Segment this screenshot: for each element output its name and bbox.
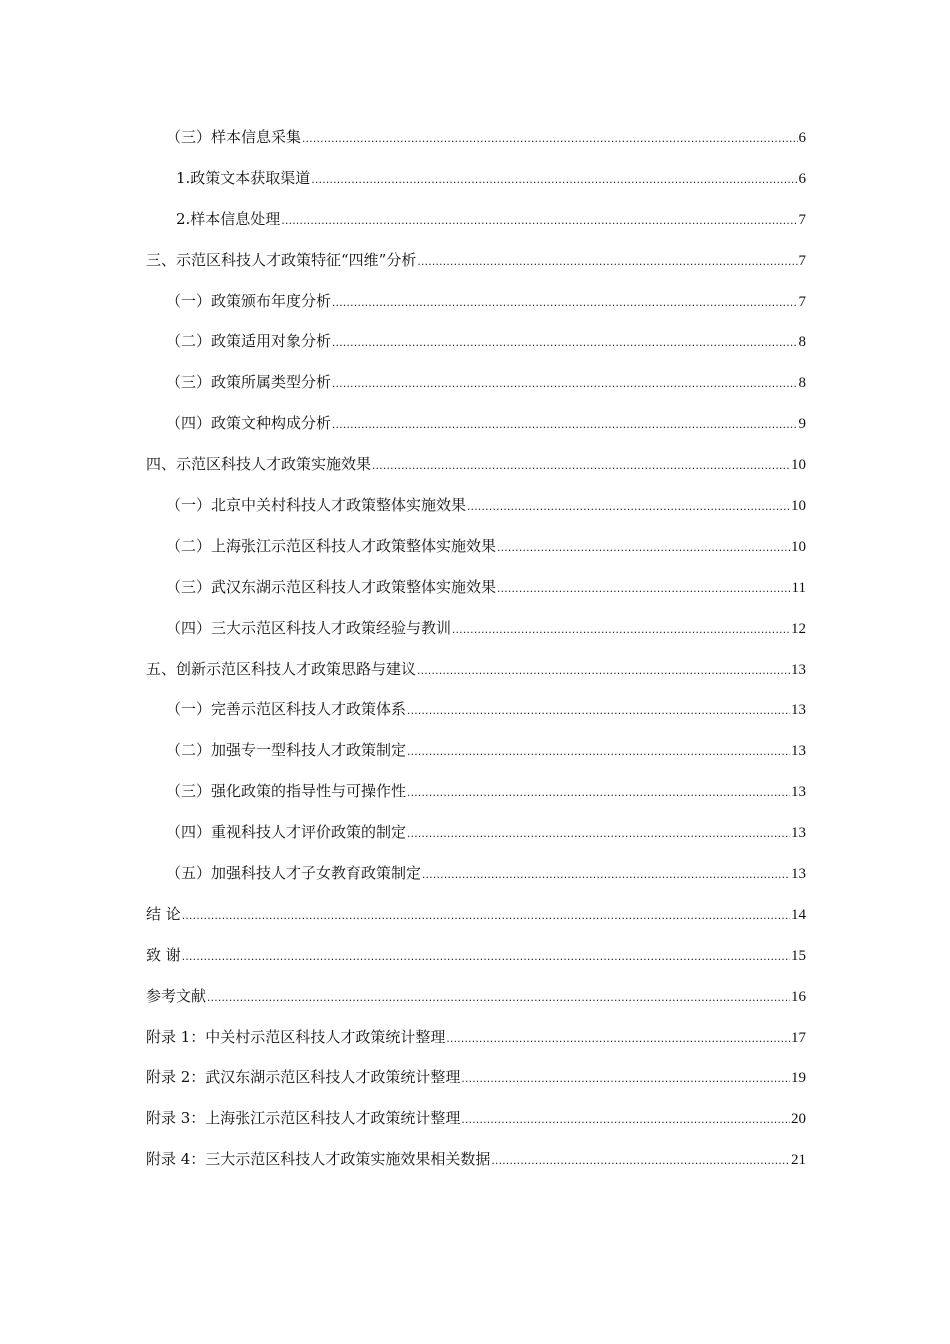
toc-leader-dots: [497, 533, 790, 561]
toc-entry-page-number: 21: [791, 1152, 806, 1169]
toc-entry-page-number: 7: [798, 293, 806, 310]
toc-entry[interactable]: [146, 818, 806, 859]
toc-entry-page-number: 13: [791, 825, 806, 842]
toc-leader-dots: [467, 492, 790, 520]
toc-entry-title: （一）政策颁布年度分析: [166, 291, 332, 310]
toc-entry[interactable]: [146, 532, 806, 573]
toc-entry[interactable]: [146, 491, 806, 532]
toc-entry-page-number: 10: [791, 538, 806, 555]
toc-entry[interactable]: [146, 859, 806, 900]
toc-entry[interactable]: [146, 941, 806, 982]
toc-entry[interactable]: [146, 1063, 806, 1104]
toc-leader-dots: [311, 165, 797, 193]
toc-leader-dots: [417, 247, 797, 275]
toc-entry-page-number: 10: [791, 498, 806, 515]
toc-entry-title: 附录 2：武汉东湖示范区科技人才政策统计整理: [146, 1068, 461, 1087]
toc-entry-page-number: 6: [798, 130, 806, 146]
toc-entry[interactable]: [146, 205, 806, 246]
toc-leader-dots: [281, 206, 797, 234]
toc-leader-dots: [407, 737, 790, 765]
toc-leader-dots: [491, 1146, 790, 1174]
toc-leader-dots: [461, 1105, 790, 1133]
toc-entry[interactable]: [146, 246, 806, 287]
toc-entry-page-number: 7: [798, 211, 806, 228]
toc-entry[interactable]: [146, 327, 806, 368]
toc-entry[interactable]: [146, 368, 806, 409]
toc-leader-dots: [417, 656, 790, 684]
toc-leader-dots: [461, 1064, 790, 1092]
toc-entry-title: 四、示范区科技人才政策实施效果: [146, 455, 372, 474]
toc-entry-title: （二）上海张江示范区科技人才政策整体实施效果: [166, 536, 497, 555]
toc-entry-title: 2.样本信息处理: [176, 209, 281, 228]
toc-entry-page-number: 19: [791, 1070, 806, 1087]
toc-entry[interactable]: [146, 573, 806, 614]
toc-entry[interactable]: [146, 614, 806, 655]
toc-entry-page-number: 20: [791, 1111, 806, 1128]
toc-entry[interactable]: [146, 982, 806, 1023]
toc-entry-title: （二）加强专一型科技人才政策制定: [166, 741, 407, 760]
toc-entry-title: （一）北京中关村科技人才政策整体实施效果: [166, 496, 467, 515]
toc-entry-page-number: 12: [791, 620, 806, 637]
toc-leader-dots: [332, 369, 797, 397]
toc-leader-dots: [332, 410, 797, 438]
toc-entry-title: （五）加强科技人才子女教育政策制定: [166, 864, 422, 883]
toc-leader-dots: [372, 451, 790, 479]
toc-entry-page-number: 6: [798, 170, 806, 187]
toc-entry[interactable]: [146, 1104, 806, 1145]
toc-entry-title: 五、创新示范区科技人才政策思路与建议: [146, 659, 417, 678]
toc-entry-page-number: 8: [798, 375, 806, 392]
toc-entry-page-number: 15: [791, 947, 806, 964]
toc-entry-title: （三）样本信息采集: [166, 128, 302, 146]
toc-leader-dots: [407, 696, 790, 724]
toc-entry[interactable]: [146, 1145, 806, 1186]
toc-entry-page-number: 13: [791, 743, 806, 760]
toc-entry[interactable]: [146, 736, 806, 777]
toc-entry-page-number: 7: [798, 252, 806, 269]
toc-leader-dots: [207, 983, 790, 1011]
toc-leader-dots: [332, 328, 797, 356]
toc-entry[interactable]: [146, 695, 806, 736]
toc-entry-title: （三）政策所属类型分析: [166, 373, 332, 392]
toc-entry[interactable]: [146, 655, 806, 696]
toc-entry[interactable]: [146, 450, 806, 491]
toc-entry-page-number: 10: [791, 457, 806, 474]
toc-leader-dots: [407, 778, 790, 806]
table-of-contents: [146, 123, 806, 1186]
toc-entry-page-number: 13: [791, 661, 806, 678]
toc-leader-dots: [446, 1024, 790, 1052]
toc-entry-title: （三）武汉东湖示范区科技人才政策整体实施效果: [166, 577, 497, 596]
toc-entry-title: （四）三大示范区科技人才政策经验与教训: [166, 618, 452, 637]
toc-leader-dots: [422, 860, 790, 888]
toc-entry-page-number: 11: [791, 579, 806, 596]
toc-entry-page-number: 8: [798, 334, 806, 351]
toc-entry-title: 附录 4：三大示范区科技人才政策实施效果相关数据: [146, 1150, 491, 1169]
toc-entry-page-number: 14: [791, 906, 806, 923]
toc-entry[interactable]: [146, 777, 806, 818]
toc-entry[interactable]: [146, 900, 806, 941]
toc-entry-page-number: 16: [791, 988, 806, 1005]
toc-entry[interactable]: [146, 164, 806, 205]
toc-entry[interactable]: [146, 409, 806, 450]
toc-entry-page-number: 13: [791, 866, 806, 883]
toc-entry[interactable]: [146, 1023, 806, 1064]
toc-leader-dots: [302, 124, 797, 152]
toc-entry-title: （二）政策适用对象分析: [166, 332, 332, 351]
toc-leader-dots: [407, 819, 790, 847]
toc-entry-title: 三、示范区科技人才政策特征“四维”分析: [146, 250, 417, 269]
toc-entry-page-number: 13: [791, 784, 806, 801]
toc-entry-title: （四）重视科技人才评价政策的制定: [166, 823, 407, 842]
toc-leader-dots: [497, 574, 791, 602]
toc-entry-title: 附录 1：中关村示范区科技人才政策统计整理: [146, 1027, 446, 1046]
toc-entry-title: 致 谢: [146, 945, 181, 964]
toc-entry[interactable]: [146, 123, 806, 164]
toc-entry-title: 参考文献: [146, 986, 207, 1005]
toc-entry-page-number: 13: [791, 702, 806, 719]
toc-leader-dots: [332, 288, 797, 316]
toc-leader-dots: [452, 615, 790, 643]
toc-entry-title: 附录 3：上海张江示范区科技人才政策统计整理: [146, 1109, 461, 1128]
toc-entry-title: 结 论: [146, 904, 181, 923]
toc-leader-dots: [182, 901, 790, 929]
toc-leader-dots: [182, 942, 790, 970]
toc-entry-page-number: 17: [791, 1029, 806, 1046]
toc-entry-title: （一）完善示范区科技人才政策体系: [166, 700, 407, 719]
toc-entry[interactable]: [146, 287, 806, 328]
toc-entry-title: （三）强化政策的指导性与可操作性: [166, 782, 407, 801]
toc-entry-page-number: 9: [798, 416, 806, 433]
toc-entry-title: 1.政策文本获取渠道: [176, 168, 311, 187]
toc-entry-title: （四）政策文种构成分析: [166, 414, 332, 433]
